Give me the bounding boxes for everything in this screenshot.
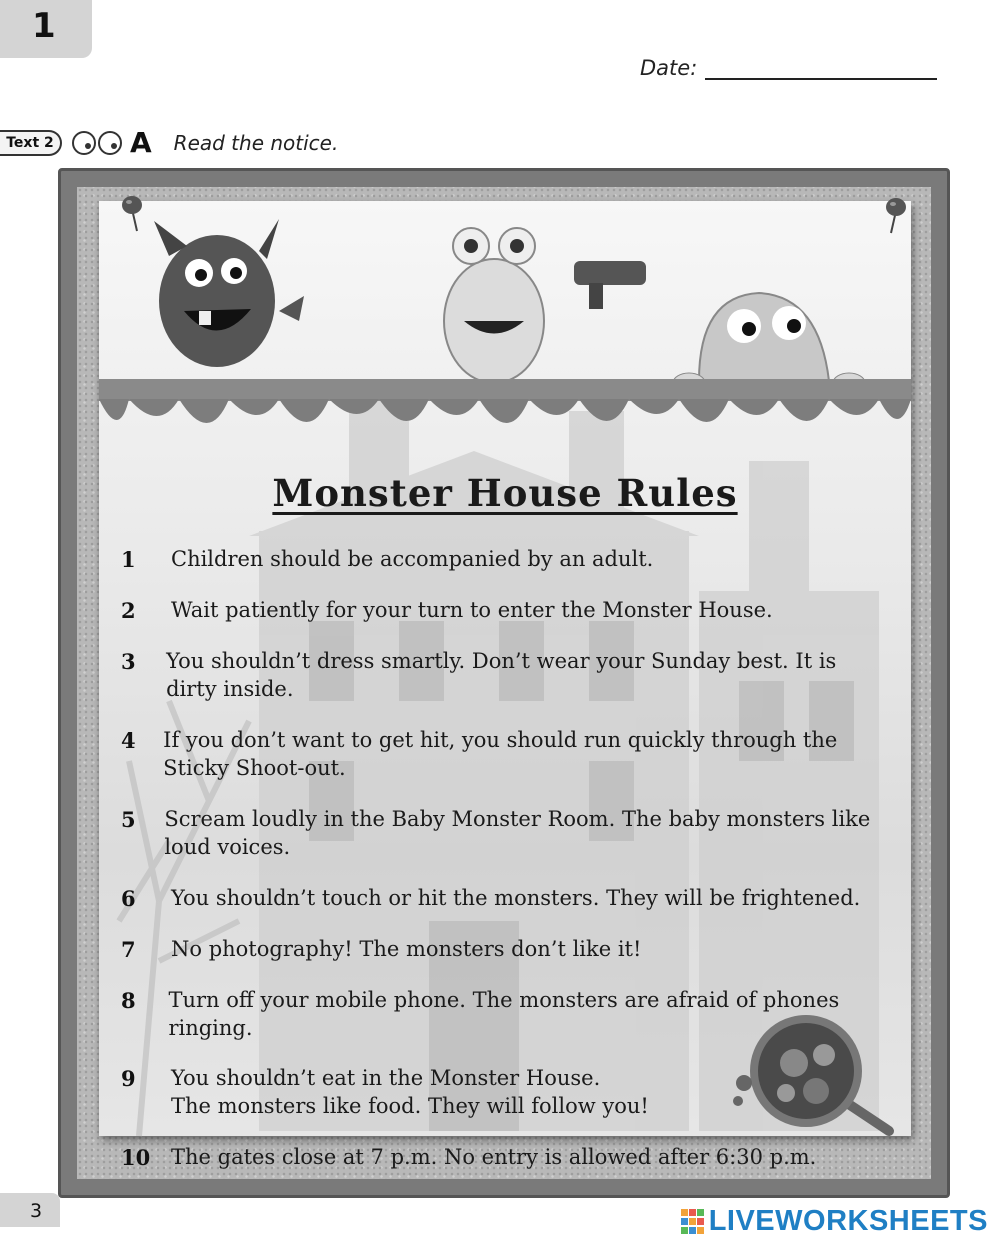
page-number: 3 xyxy=(0,1193,60,1227)
rule-text: If you don’t want to get hit, you should run quickly through the Sticky Shoot-out. xyxy=(163,728,838,780)
notice-title: Monster House Rules xyxy=(272,471,738,515)
rule-text: The gates close at 7 p.m. No entry is allowed after 6:30 p.m. xyxy=(171,1145,817,1169)
rule-number: 4 xyxy=(121,728,136,753)
rule-text: Children should be accompanied by an adult. xyxy=(171,547,654,571)
rule-item xyxy=(121,1143,891,1172)
push-pin-icon xyxy=(119,193,145,233)
monster-blob-icon xyxy=(673,293,865,393)
unit-number-tab xyxy=(0,0,92,58)
date-label: Date: xyxy=(640,56,698,80)
rule-number: 6 xyxy=(121,886,136,911)
date-field xyxy=(640,56,937,80)
task-header xyxy=(0,126,338,159)
rule-number: 2 xyxy=(121,598,136,623)
rule-text: No photography! The monsters don’t like it! xyxy=(171,937,642,961)
rule-number: 8 xyxy=(121,988,136,1013)
notice-paper xyxy=(99,201,911,1170)
task-letter: A xyxy=(130,126,152,159)
eyes-icon xyxy=(68,128,128,158)
monster-furry-icon xyxy=(154,219,304,367)
date-input-line[interactable] xyxy=(705,58,937,80)
rule-text-line: The monsters like food. They will follow you! xyxy=(171,1094,649,1118)
rule-item xyxy=(121,596,891,625)
rule-text: Turn off your mobile phone. The monsters are afraid of phones ringing. xyxy=(168,988,840,1040)
text-badge: Text 2 xyxy=(0,130,62,156)
rule-item xyxy=(121,935,891,964)
notice-board xyxy=(58,168,950,1198)
rule-item xyxy=(121,726,891,782)
rule-text: Wait patiently for your turn to enter the Monster House. xyxy=(171,598,773,622)
task-instruction: Read the notice. xyxy=(173,130,339,155)
monster-illustration xyxy=(99,201,911,451)
rule-number: 7 xyxy=(121,937,136,962)
rule-item xyxy=(121,545,891,574)
unit-number: 1 xyxy=(32,6,56,46)
rule-text: You shouldn’t dress smartly. Don’t wear your Sunday best. It is dirty inside. xyxy=(166,649,837,701)
liveworksheets-brand[interactable] xyxy=(681,1205,988,1238)
rule-text xyxy=(171,1064,711,1120)
rule-item xyxy=(121,884,891,913)
rule-number: 3 xyxy=(121,649,136,674)
rule-number: 5 xyxy=(121,807,136,832)
magnifier-icon xyxy=(724,1013,894,1143)
brand-name: LIVEWORKSHEETS xyxy=(708,1205,988,1237)
rule-number: 10 xyxy=(121,1145,151,1170)
monster-alien-icon xyxy=(444,228,646,383)
rule-number: 9 xyxy=(121,1066,136,1091)
rule-text: You shouldn’t touch or hit the monsters. They will be frightened. xyxy=(171,886,861,910)
liveworksheets-logo-icon xyxy=(681,1209,705,1235)
rule-text-line: You shouldn’t eat in the Monster House. xyxy=(171,1066,601,1090)
rule-item xyxy=(121,805,891,861)
push-pin-icon xyxy=(883,195,909,235)
rule-text: Scream loudly in the Baby Monster Room. The baby monsters like loud voices. xyxy=(164,807,871,859)
rule-number: 1 xyxy=(121,547,136,572)
rule-item xyxy=(121,647,891,703)
